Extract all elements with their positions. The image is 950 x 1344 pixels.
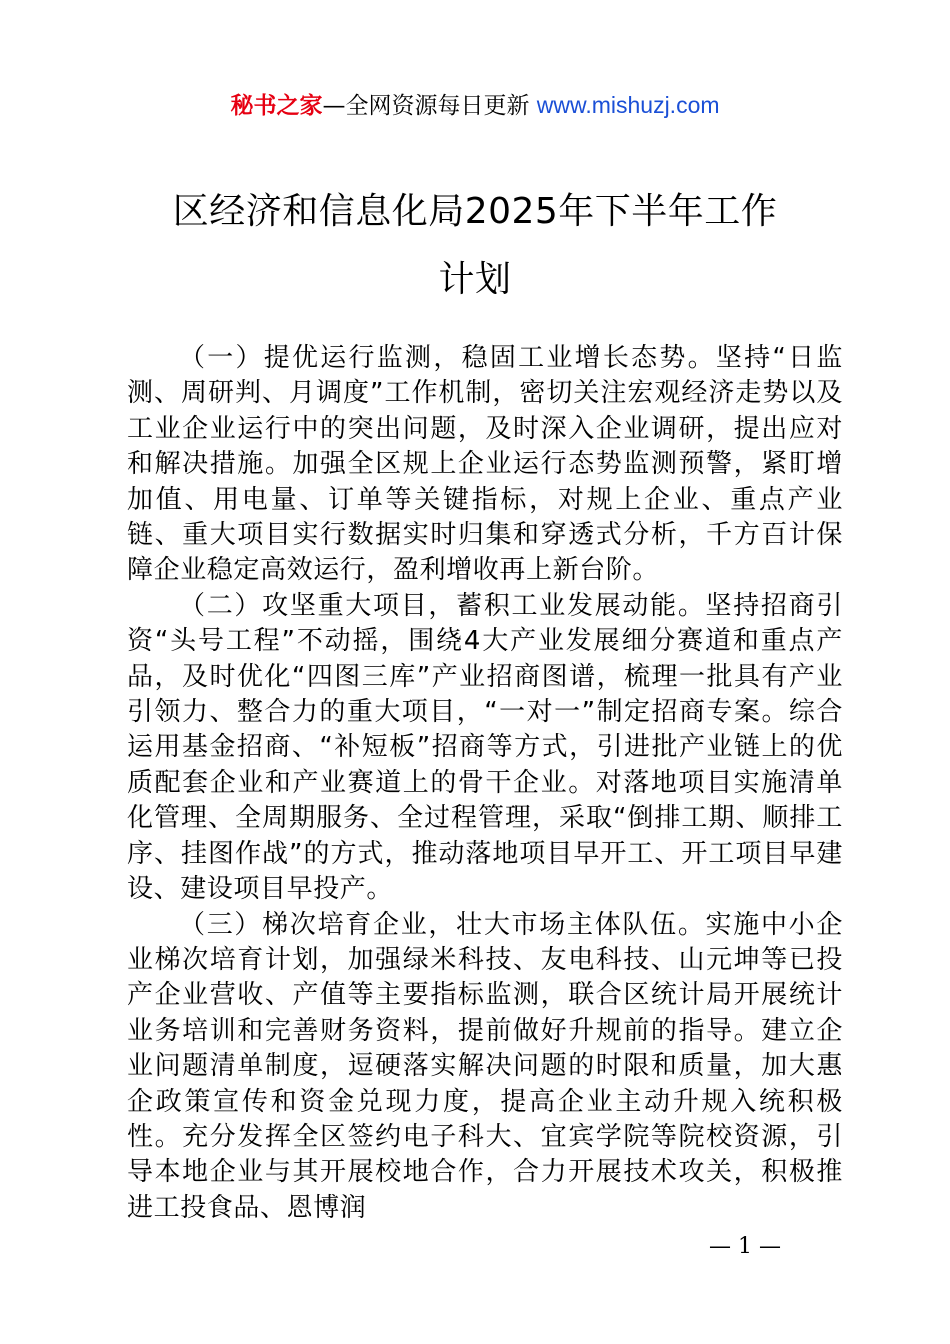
banner-tagline: 全网资源每日更新 bbox=[345, 93, 530, 119]
paragraph-3: （三）梯次培育企业，壮大市场主体队伍。实施中小企业梯次培育计划，加强绿米科技、友电科技、山元坤等已投产企业营收、产值等主要指标监测，联合区统计局开展统计业务培训和完善财务资料，提前做好升规前的指导。建立企业问题清单制度，逗硬落实解决问题的时限和质量，加大惠企政策宣传和资金兑现力度，提高企业主动升规入统积极性。充分发挥全区签约电子科大、宜宾学院等院校资源，引导本地企业与其开展校地合作，合力开展技术攻关，积极推进工投食品、恩博润 bbox=[127, 909, 843, 1223]
document-title-line-2: 计划 bbox=[438, 259, 512, 300]
brand-name: 秘书之家 bbox=[230, 93, 323, 119]
site-banner bbox=[0, 88, 950, 123]
page-number: — 1 — bbox=[709, 1234, 781, 1259]
document-body bbox=[127, 341, 843, 1226]
document-title-line-1: 区经济和信息化局2025年下半年工作 bbox=[172, 191, 778, 232]
paragraph-1: （一）提优运行监测，稳固工业增长态势。坚持“日监测、周研判、月调度”工作机制，密切关注宏观经济走势以及工业企业运行中的突出问题，及时深入企业调研，提出应对和解决措施。加强全区规上企业运行态势监测预警，紧盯增加值、用电量、订单等关键指标，对规上企业、重点产业链、重大项目实行数据实时归集和穿透式分析，千方百计保障企业稳定高效运行，盈利增收再上新台阶。 bbox=[127, 343, 843, 586]
banner-dash: — bbox=[322, 93, 346, 119]
site-url-link[interactable]: www.mishuzj.com bbox=[536, 92, 720, 118]
paragraph-2: （二）攻坚重大项目，蓄积工业发展动能。坚持招商引资“头号工程”不动摇，围绕4大产业发展细分赛道和重点产品，及时优化“四图三库”产业招商图谱，梳理一批具有产业引领力、整合力的重大项目，“一对一”制定招商专案。综合运用基金招商、“补短板”招商等方式，引进批产业链上的优质配套企业和产业赛道上的骨干企业。对落地项目实施清单化管理、全周期服务、全过程管理，采取“倒排工期、顺排工序、挂图作战”的方式，推动落地项目早开工、开工项目早建设、建设项目早投产。 bbox=[127, 590, 843, 905]
